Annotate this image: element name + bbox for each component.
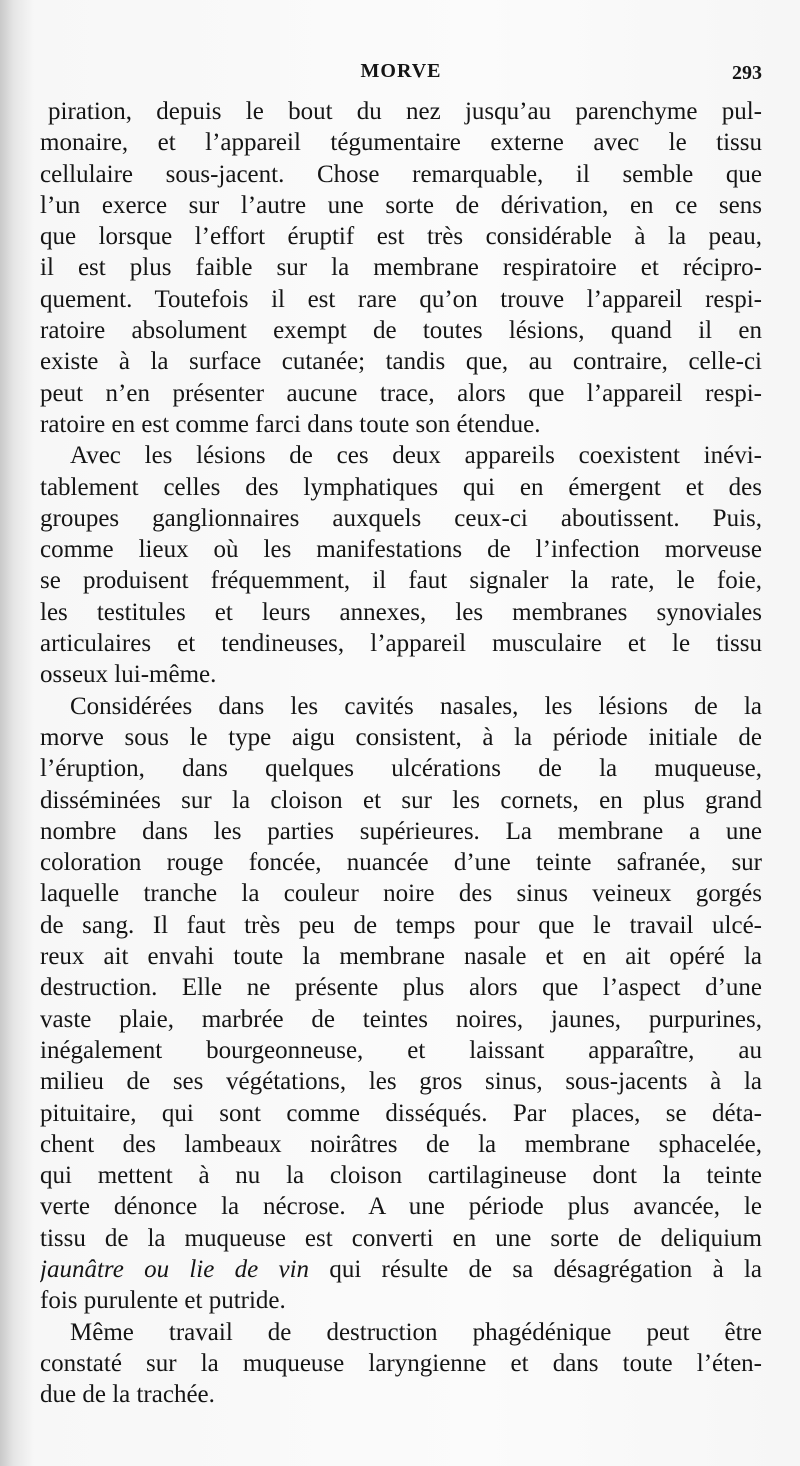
text-line: l’un exerce sur l’autre une sorte de dérivation, en ce sens bbox=[40, 191, 762, 219]
text-line: l’éruption, dans quelques ulcérations de la muqueuse, bbox=[40, 755, 762, 783]
text-line: groupes ganglionnaires auxquels ceux-ci aboutissent. Puis, bbox=[40, 504, 762, 532]
text-line: il est plus faible sur la membrane respiratoire et récipro- bbox=[40, 254, 762, 282]
text-line: vaste plaie, marbrée de teintes noires, jaunes, purpurines, bbox=[40, 1005, 762, 1033]
text-line: verte dénonce la nécrose. A une période plus avancée, le bbox=[40, 1193, 762, 1221]
text-line: monaire, et l’appareil tégumentaire externe avec le tissu bbox=[40, 129, 762, 157]
text-line-rest: qui résulte de sa désagrégation à la bbox=[329, 1255, 762, 1283]
text-line: inégalement bourgeonneuse, et laissant apparaître, au bbox=[40, 1036, 762, 1064]
text-line: milieu de ses végétations, les gros sinus, sous-jacents à la bbox=[40, 1068, 762, 1096]
text-line: Considérées dans les cavités nasales, les lésions de la bbox=[70, 692, 762, 720]
text-line: osseux lui-même. bbox=[40, 661, 217, 689]
page-header bbox=[40, 56, 762, 92]
text-line: Même travail de destruction phagédénique peut être bbox=[70, 1318, 762, 1346]
text-line: disséminées sur la cloison et sur les cornets, en plus grand bbox=[40, 786, 762, 814]
text-line: existe à la surface cutanée; tandis que, au contraire, celle-ci bbox=[40, 348, 762, 376]
text-line: tissu de la muqueuse est converti en une sorte de deliquium bbox=[40, 1224, 762, 1252]
text-line: pituitaire, qui sont comme disséqués. Par places, se déta- bbox=[40, 1099, 762, 1127]
text-line: tablement celles des lymphatiques qui en émergent et des bbox=[40, 473, 762, 501]
text-line: se produisent fréquemment, il faut signaler la rate, le foie, bbox=[40, 567, 762, 595]
text-line: reux ait envahi toute la membrane nasale et en ait opéré la bbox=[40, 943, 762, 971]
text-line: ratoire en est comme farci dans toute son étendue. bbox=[40, 410, 541, 438]
text-line: destruction. Elle ne présente plus alors que l’aspect d’une bbox=[40, 974, 762, 1002]
text-line: qui mettent à nu la cloison cartilagineuse dont la teinte bbox=[40, 1162, 762, 1190]
text-line: nombre dans les parties supérieures. La membrane a une bbox=[40, 817, 762, 845]
text-line: comme lieux où les manifestations de l’infection morveuse bbox=[40, 536, 762, 564]
body-text bbox=[40, 96, 762, 1410]
text-line: les testitules et leurs annexes, les membranes synoviales bbox=[40, 598, 762, 626]
text-line: Avec les lésions de ces deux appareils coexistent inévi- bbox=[70, 442, 762, 470]
text-line: que lorsque l’effort éruptif est très considérable à la peau, bbox=[40, 223, 762, 251]
text-line-with-italic bbox=[40, 1254, 762, 1285]
text-line: constaté sur la muqueuse laryngienne et dans toute l’éten- bbox=[40, 1349, 762, 1377]
running-title: MORVE bbox=[360, 60, 442, 82]
text-line: peut n’en présenter aucune trace, alors que l’appareil respi- bbox=[40, 379, 762, 407]
text-line: morve sous le type aigu consistent, à la période initiale de bbox=[40, 723, 762, 751]
text-line: fois purulente et putride. bbox=[40, 1287, 286, 1315]
text-line: ratoire absolument exempt de toutes lésions, quand il en bbox=[40, 317, 762, 345]
text-line: due de la trachée. bbox=[40, 1381, 215, 1409]
italic-phrase: jaunâtre ou lie de vin bbox=[40, 1255, 310, 1283]
text-line: laquelle tranche la couleur noire des sinus veineux gorgés bbox=[40, 880, 762, 908]
text-line: de sang. Il faut très peu de temps pour que le travail ulcé- bbox=[40, 911, 762, 939]
text-line: quement. Toutefois il est rare qu’on trouve l’appareil respi- bbox=[40, 285, 762, 313]
page-number: 293 bbox=[732, 62, 762, 84]
text-line: piration, depuis le bout du nez jusqu’au parenchyme pul- bbox=[48, 98, 762, 125]
text-line: articulaires et tendineuses, l’appareil musculaire et le tissu bbox=[40, 630, 762, 658]
text-line: chent des lambeaux noirâtres de la membrane sphacelée, bbox=[40, 1130, 762, 1158]
text-line: coloration rouge foncée, nuancée d’une teinte safranée, sur bbox=[40, 849, 762, 877]
text-line: cellulaire sous-jacent. Chose remarquable, il semble que bbox=[40, 160, 762, 188]
